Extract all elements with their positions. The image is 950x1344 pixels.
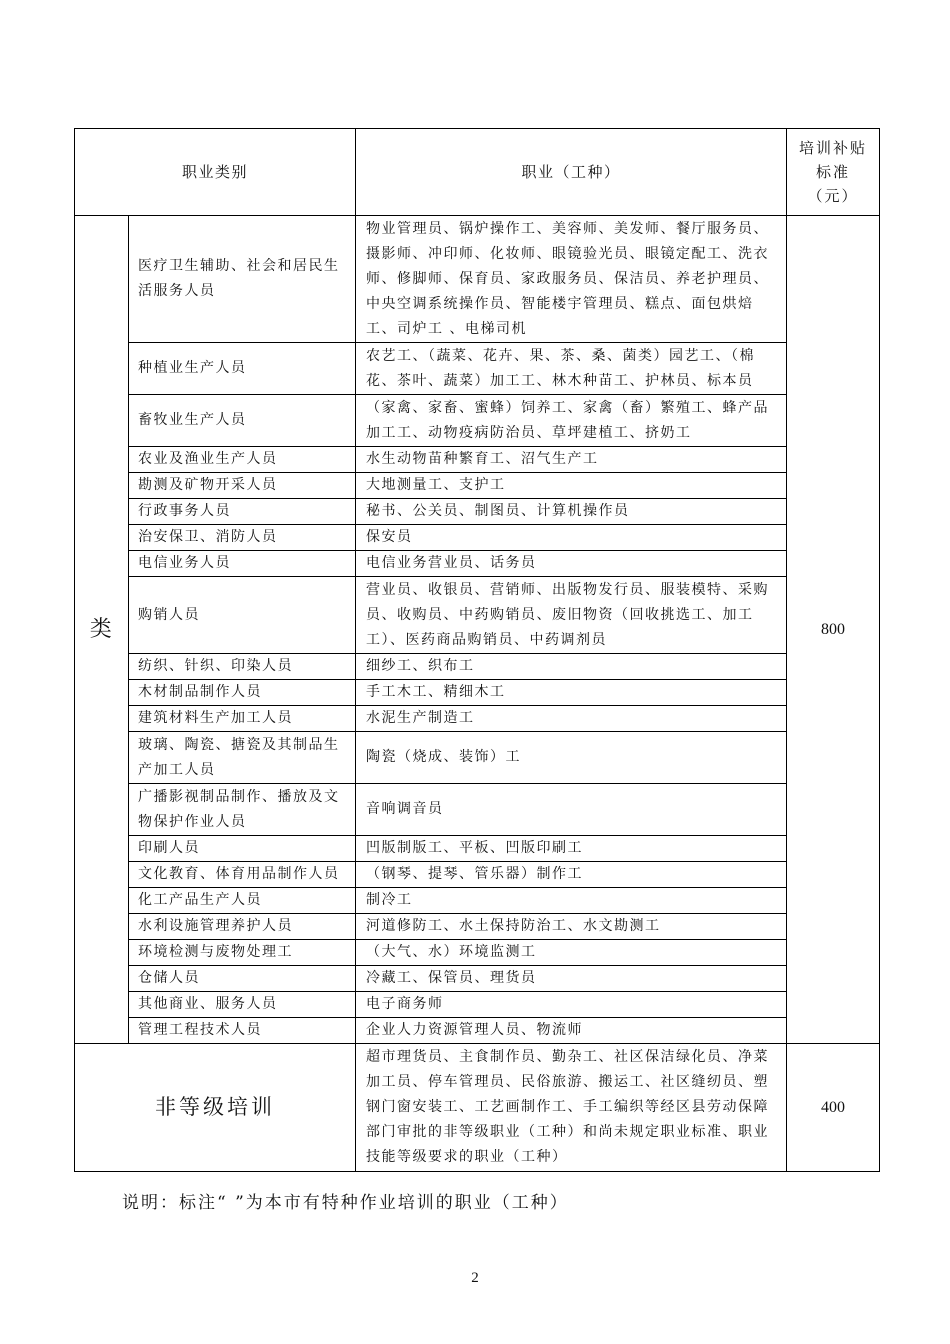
occupation-cell: 保安员 xyxy=(356,525,787,551)
table-header-row xyxy=(75,129,880,216)
table-row xyxy=(75,577,880,654)
table-row xyxy=(75,914,880,940)
table-row xyxy=(75,654,880,680)
category-cell: 购销人员 xyxy=(129,577,356,654)
table-row xyxy=(75,966,880,992)
footnote: 说明：标注“ ”为本市有特种作业培训的职业（工种） xyxy=(122,1193,569,1213)
table-row xyxy=(75,551,880,577)
header-standard: 培训补贴标准（元） xyxy=(787,129,880,216)
table-row xyxy=(75,499,880,525)
category-cell: 管理工程技术人员 xyxy=(129,1018,356,1044)
category-cell: 纺织、针织、印染人员 xyxy=(129,654,356,680)
occupation-cell: 水泥生产制造工 xyxy=(356,706,787,732)
occupation-cell: 手工木工、精细木工 xyxy=(356,680,787,706)
table-row xyxy=(75,680,880,706)
table-row xyxy=(75,1018,880,1044)
occupation-cell: （大气、水）环境监测工 xyxy=(356,940,787,966)
category-cell: 环境检测与废物处理工 xyxy=(129,940,356,966)
table-row xyxy=(75,447,880,473)
occupation-cell: 凹版制版工、平板、凹版印刷工 xyxy=(356,836,787,862)
category-cell: 化工产品生产人员 xyxy=(129,888,356,914)
group-value: 800 xyxy=(787,216,880,1044)
table-row xyxy=(75,525,880,551)
non-grade-label: 非等级培训 xyxy=(75,1044,356,1172)
header-occupation: 职业（工种） xyxy=(356,129,787,216)
occupation-cell: 电信业务营业员、话务员 xyxy=(356,551,787,577)
occupation-cell: 农艺工、（蔬菜、花卉、果、茶、桑、菌类）园艺工、（棉花、茶叶、蔬菜）加工工、林木种苗工、护林员、标本员 xyxy=(356,343,787,395)
occupation-cell: 物业管理员、锅炉操作工、美容师、美发师、餐厅服务员、摄影师、冲印师、化妆师、眼镜验光员、眼镜定配工、洗衣师、修脚师、保育员、家政服务员、保洁员、养老护理员、中央空调系统操作员、智能楼宇管理员、糕点、面包烘焙工、司炉工 、电梯司机 xyxy=(356,216,787,343)
category-cell: 广播影视制品制作、播放及文物保护作业人员 xyxy=(129,784,356,836)
category-cell: 文化教育、体育用品制作人员 xyxy=(129,862,356,888)
table-row xyxy=(75,395,880,447)
category-cell: 农业及渔业生产人员 xyxy=(129,447,356,473)
category-cell: 勘测及矿物开采人员 xyxy=(129,473,356,499)
occupation-cell: 河道修防工、水土保持防治工、水文勘测工 xyxy=(356,914,787,940)
occupation-cell: 电子商务师 xyxy=(356,992,787,1018)
page-number: 2 xyxy=(471,1270,479,1286)
table-row xyxy=(75,940,880,966)
category-cell: 玻璃、陶瓷、搪瓷及其制品生产加工人员 xyxy=(129,732,356,784)
group-label: 类 xyxy=(75,216,129,1044)
table-row xyxy=(75,888,880,914)
occupation-cell: 细纱工、织布工 xyxy=(356,654,787,680)
table-row xyxy=(75,862,880,888)
category-cell: 其他商业、服务人员 xyxy=(129,992,356,1018)
table-row xyxy=(75,343,880,395)
table-row xyxy=(75,473,880,499)
occupation-cell: （钢琴、提琴、管乐器）制作工 xyxy=(356,862,787,888)
category-cell: 行政事务人员 xyxy=(129,499,356,525)
category-cell: 医疗卫生辅助、社会和居民生活服务人员 xyxy=(129,216,356,343)
category-cell: 种植业生产人员 xyxy=(129,343,356,395)
category-cell: 治安保卫、消防人员 xyxy=(129,525,356,551)
occupation-cell: （家禽、家畜、蜜蜂）饲养工、家禽（畜）繁殖工、蜂产品加工工、动物疫病防治员、草坪建植工、挤奶工 xyxy=(356,395,787,447)
occupation-cell: 音响调音员 xyxy=(356,784,787,836)
category-cell: 仓储人员 xyxy=(129,966,356,992)
table-row xyxy=(75,836,880,862)
non-grade-occupations: 超市理货员、主食制作员、勤杂工、社区保洁绿化员、净菜加工员、停车管理员、民俗旅游、搬运工、社区缝纫员、塑钢门窗安装工、工艺画制作工、手工编织等经区县劳动保障部门审批的非等级职业（工种）和尚未规定职业标准、职业技能等级要求的职业（工种） xyxy=(356,1044,787,1172)
category-cell: 水利设施管理养护人员 xyxy=(129,914,356,940)
subsidy-table xyxy=(74,128,880,1172)
category-cell: 印刷人员 xyxy=(129,836,356,862)
occupation-cell: 冷藏工、保管员、理货员 xyxy=(356,966,787,992)
occupation-cell: 水生动物苗种繁育工、沼气生产工 xyxy=(356,447,787,473)
table-row xyxy=(75,784,880,836)
non-grade-row xyxy=(75,1044,880,1172)
header-category: 职业类别 xyxy=(75,129,356,216)
occupation-cell: 营业员、收银员、营销师、出版物发行员、服装模特、采购员、收购员、中药购销员、废旧物资（回收挑选工、加工工）、医药商品购销员、中药调剂员 xyxy=(356,577,787,654)
table-row xyxy=(75,706,880,732)
occupation-cell: 陶瓷（烧成、装饰）工 xyxy=(356,732,787,784)
table-row xyxy=(75,992,880,1018)
occupation-cell: 企业人力资源管理人员、物流师 xyxy=(356,1018,787,1044)
category-cell: 畜牧业生产人员 xyxy=(129,395,356,447)
occupation-cell: 大地测量工、支护工 xyxy=(356,473,787,499)
non-grade-value: 400 xyxy=(787,1044,880,1172)
table-row xyxy=(75,216,880,343)
table-row xyxy=(75,732,880,784)
category-cell: 木材制品制作人员 xyxy=(129,680,356,706)
occupation-cell: 秘书、公关员、制图员、计算机操作员 xyxy=(356,499,787,525)
category-cell: 建筑材料生产加工人员 xyxy=(129,706,356,732)
occupation-cell: 制冷工 xyxy=(356,888,787,914)
category-cell: 电信业务人员 xyxy=(129,551,356,577)
